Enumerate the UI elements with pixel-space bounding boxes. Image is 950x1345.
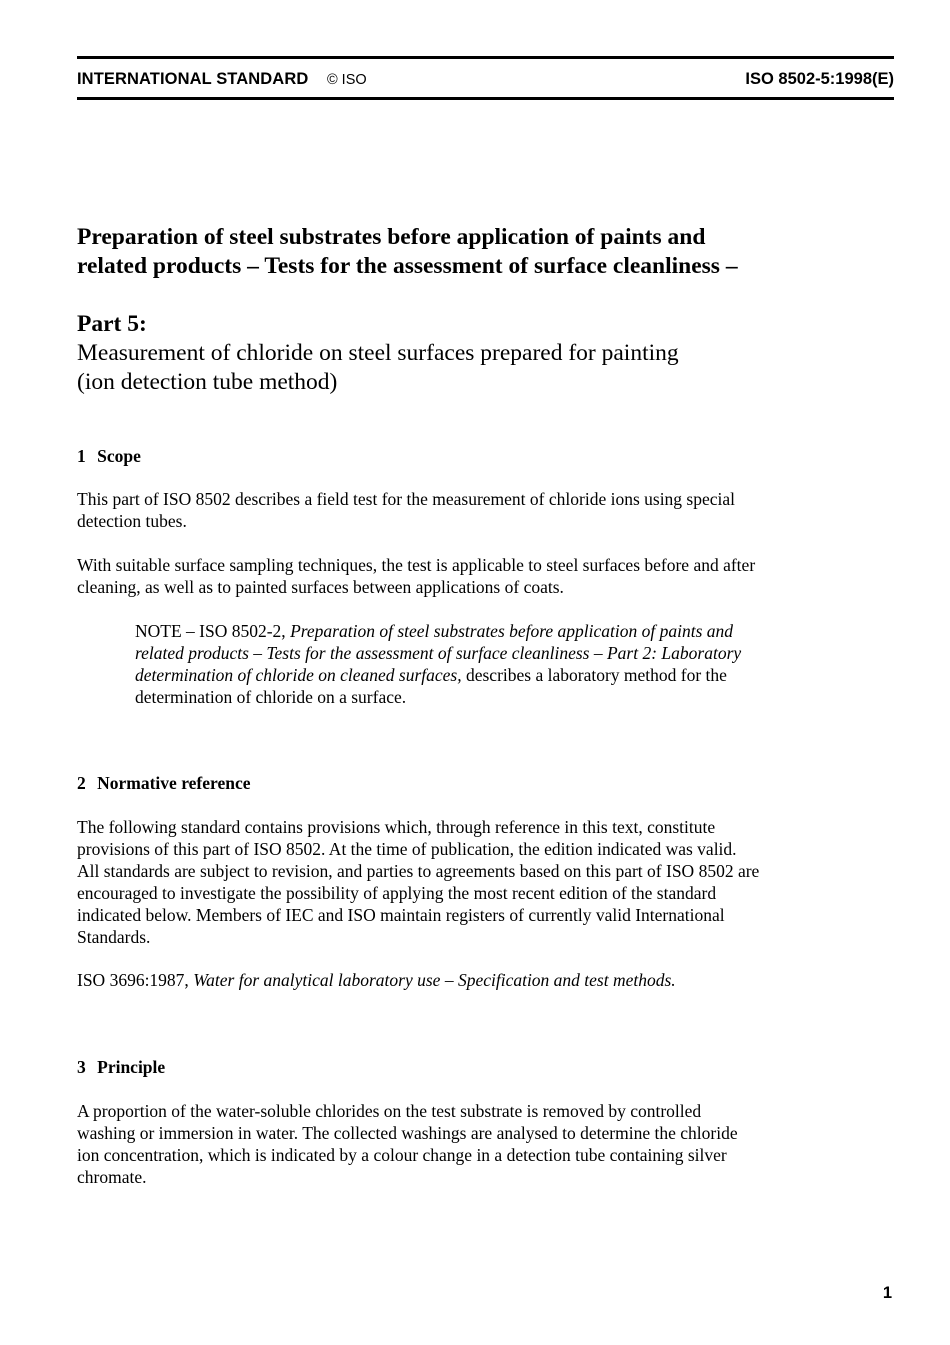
scope-paragraph-2 xyxy=(77,554,837,598)
page-header xyxy=(77,66,894,92)
part-title xyxy=(77,339,897,397)
title-line: Preparation of steel substrates before application of paints and xyxy=(77,224,706,250)
section-number: 3 xyxy=(77,1057,86,1077)
principle-paragraph xyxy=(77,1100,837,1188)
reference-title: Water for analytical laboratory use – Specification and test methods. xyxy=(193,970,676,990)
normative-reference-paragraph xyxy=(77,816,857,948)
text-line: Standards. xyxy=(77,927,151,947)
note-line: determination of chloride on a surface. xyxy=(135,687,407,707)
note-italic-text: related products – Tests for the assessment of surface cleanliness – Part 2: Laboratory xyxy=(135,643,742,663)
section-heading-principle xyxy=(77,1056,165,1078)
document-id: ISO 8502-5:1998(E) xyxy=(745,70,894,88)
reference-code: ISO 3696:1987, xyxy=(77,970,194,990)
text-line: detection tubes. xyxy=(77,511,187,531)
note-italic-text: determination of chloride on cleaned surfaces, xyxy=(135,665,462,685)
normative-reference-citation xyxy=(77,969,837,991)
part-title-line: Measurement of chloride on steel surfaces prepared for painting xyxy=(77,340,679,366)
document-title xyxy=(77,223,897,281)
title-line: related products – Tests for the assessment of surface cleanliness – xyxy=(77,253,738,279)
text-line: washing or immersion in water. The collected washings are analysed to determine the chloride xyxy=(77,1123,738,1143)
document-title-block xyxy=(77,223,897,397)
standard-label: INTERNATIONAL STANDARD xyxy=(77,70,309,88)
header-bottom-rule xyxy=(77,97,894,100)
note-text: describes a laboratory method for the xyxy=(461,665,727,685)
text-line: With suitable surface sampling techniques, the test is applicable to steel surfaces before and after xyxy=(77,555,756,575)
section-heading-normative-reference xyxy=(77,772,251,794)
section-number: 1 xyxy=(77,446,86,466)
text-line: provisions of this part of ISO 8502. At the time of publication, the edition indicated was valid. xyxy=(77,839,737,859)
text-line: This part of ISO 8502 describes a field test for the measurement of chloride ions using special xyxy=(77,489,736,509)
copyright-label: © ISO xyxy=(326,72,367,88)
text-line: encouraged to investigate the possibility of applying the most recent edition of the standard xyxy=(77,883,717,903)
text-line: indicated below. Members of IEC and ISO maintain registers of currently valid International xyxy=(77,905,725,925)
text-line: ion concentration, which is indicated by a colour change in a detection tube containing silver xyxy=(77,1145,727,1165)
section-number: 2 xyxy=(77,773,86,793)
part-title-line: (ion detection tube method) xyxy=(77,369,338,395)
part-label: Part 5: xyxy=(77,311,147,337)
section-title: Scope xyxy=(97,446,141,466)
page-number: 1 xyxy=(882,1284,892,1302)
note-line xyxy=(135,620,835,642)
scope-note xyxy=(135,620,835,708)
note-line xyxy=(135,642,835,664)
text-line: A proportion of the water-soluble chlorides on the test substrate is removed by controlled xyxy=(77,1101,702,1121)
note-prefix: NOTE – ISO 8502-2, xyxy=(135,621,291,641)
header-top-rule xyxy=(77,56,894,59)
text-line: chromate. xyxy=(77,1167,147,1187)
section-title: Normative reference xyxy=(97,773,251,793)
note-italic-text: Preparation of steel substrates before application of paints and xyxy=(290,621,734,641)
section-heading-scope xyxy=(77,445,141,467)
section-title: Principle xyxy=(97,1057,166,1077)
scope-paragraph-1 xyxy=(77,488,837,532)
text-line: cleaning, as well as to painted surfaces between applications of coats. xyxy=(77,577,564,597)
text-line: The following standard contains provisions which, through reference in this text, constitute xyxy=(77,817,716,837)
note-line xyxy=(135,664,835,686)
text-line: All standards are subject to revision, and parties to agreements based on this part of ISO 8502 are xyxy=(77,861,760,881)
